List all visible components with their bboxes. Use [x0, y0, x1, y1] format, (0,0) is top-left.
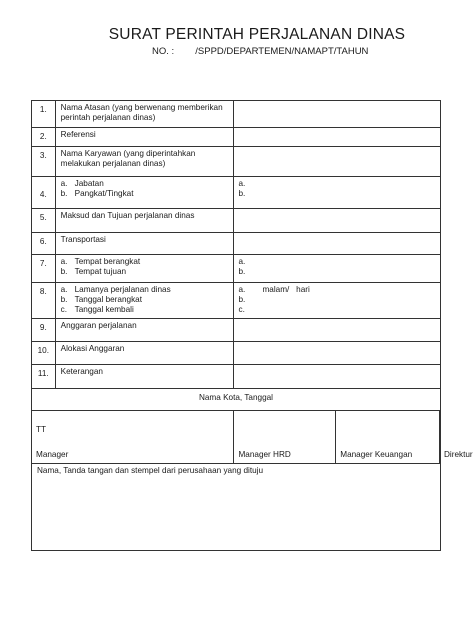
value-marker: a. — [238, 257, 246, 266]
sub-label: Tanggal berangkat — [74, 295, 142, 304]
form-row-2 — [32, 128, 441, 147]
row-number: 6. — [32, 233, 56, 255]
role-label: Manager HRD — [238, 450, 291, 459]
sub-item — [61, 305, 230, 315]
signature-box-direktur[interactable] — [440, 411, 473, 464]
value-line — [238, 257, 436, 267]
row-label: Keterangan — [55, 365, 234, 389]
value-marker: a. — [238, 285, 246, 294]
row-label — [55, 283, 234, 319]
role-label: Manager Keuangan — [340, 450, 413, 459]
row-value-cell[interactable] — [234, 365, 441, 389]
sub-item — [61, 267, 230, 277]
sub-label: Lamanya perjalanan dinas — [74, 285, 171, 294]
row-label: Anggaran perjalanan — [55, 319, 234, 342]
value-line — [238, 189, 436, 199]
form-row-4 — [32, 177, 441, 209]
value-line — [238, 295, 436, 305]
row-label — [55, 177, 234, 209]
value-text: malam/ hari — [262, 285, 310, 294]
row-value-cell[interactable] — [234, 233, 441, 255]
form-row-10 — [32, 342, 441, 365]
value-line — [238, 305, 436, 315]
role-label: Direktur — [444, 450, 473, 459]
value-line — [238, 179, 436, 189]
row-number: 5. — [32, 209, 56, 233]
row-value-cell[interactable] — [234, 283, 441, 319]
city-date-row — [32, 389, 441, 411]
sub-item — [61, 179, 230, 189]
row-value-cell[interactable] — [234, 319, 441, 342]
signature-box-manager[interactable] — [32, 411, 234, 464]
sppd-form-table — [31, 100, 473, 551]
row-number: 11. — [32, 365, 56, 389]
row-number: 8. — [32, 283, 56, 319]
sub-item — [61, 285, 230, 295]
sub-label: Tanggal kembali — [74, 305, 134, 314]
form-row-6 — [32, 233, 441, 255]
row-number: 2. — [32, 128, 56, 147]
value-marker: b. — [238, 295, 246, 304]
row-label: Transportasi — [55, 233, 234, 255]
sub-marker: b. — [60, 267, 68, 276]
row-value-cell[interactable] — [234, 128, 441, 147]
form-row-9 — [32, 319, 441, 342]
value-line — [238, 267, 436, 277]
signature-box-manager-keuangan[interactable] — [336, 411, 440, 464]
sub-label: Jabatan — [74, 179, 104, 188]
value-line — [238, 285, 436, 295]
row-value-cell[interactable] — [234, 342, 441, 365]
value-marker: b. — [238, 267, 246, 276]
row-label: Referensi — [55, 128, 234, 147]
document-number: NO. : /SPPD/DEPARTEMEN/NAMAPT/TAHUN — [152, 46, 369, 57]
row-number: 10. — [32, 342, 56, 365]
sub-marker: a. — [60, 285, 68, 294]
row-value-cell[interactable] — [234, 177, 441, 209]
form-row-5 — [32, 209, 441, 233]
sub-item — [61, 257, 230, 267]
sub-item — [61, 295, 230, 305]
value-marker: b. — [238, 189, 246, 198]
signature-box-manager-hrd[interactable] — [234, 411, 336, 464]
sub-marker: a. — [60, 257, 68, 266]
sub-marker: c. — [60, 305, 67, 314]
row-number: 4. — [32, 177, 56, 209]
tt-label: TT — [36, 425, 47, 434]
sub-label: Tempat tujuan — [74, 267, 127, 276]
role-label: Manager — [36, 450, 69, 459]
sub-item — [61, 189, 230, 199]
destination-company-note[interactable]: Nama, Tanda tangan dan stempel dari perusahaan yang dituju — [32, 464, 441, 551]
sub-label: Tempat berangkat — [74, 257, 141, 266]
row-label: Maksud dan Tujuan perjalanan dinas — [55, 209, 234, 233]
row-number: 7. — [32, 255, 56, 283]
row-value-cell[interactable] — [234, 255, 441, 283]
row-label: Nama Atasan (yang berwenang memberikan perintah perjalanan dinas) — [55, 101, 234, 128]
row-number: 9. — [32, 319, 56, 342]
sub-marker: a. — [60, 179, 68, 188]
sub-label: Pangkat/Tingkat — [74, 189, 134, 198]
form-row-3 — [32, 147, 441, 177]
row-value-cell[interactable] — [234, 101, 441, 128]
sub-marker: b. — [60, 189, 68, 198]
row-number: 3. — [32, 147, 56, 177]
row-value-cell[interactable] — [234, 147, 441, 177]
row-value-cell[interactable] — [234, 209, 441, 233]
value-marker: c. — [238, 305, 245, 314]
form-row-8 — [32, 283, 441, 319]
form-row-1 — [32, 101, 441, 128]
value-marker: a. — [238, 179, 246, 188]
footer-row — [32, 464, 441, 551]
row-number: 1. — [32, 101, 56, 128]
form-row-7 — [32, 255, 441, 283]
row-label: Alokasi Anggaran — [55, 342, 234, 365]
document-title: SURAT PERINTAH PERJALANAN DINAS — [108, 26, 406, 43]
row-label — [55, 255, 234, 283]
form-row-11 — [32, 365, 441, 389]
row-label: Nama Karyawan (yang diperintahkan melakukan perjalanan dinas) — [55, 147, 234, 177]
city-date: Nama Kota, Tanggal — [32, 389, 441, 411]
sub-marker: b. — [60, 295, 68, 304]
signature-row — [32, 411, 441, 464]
